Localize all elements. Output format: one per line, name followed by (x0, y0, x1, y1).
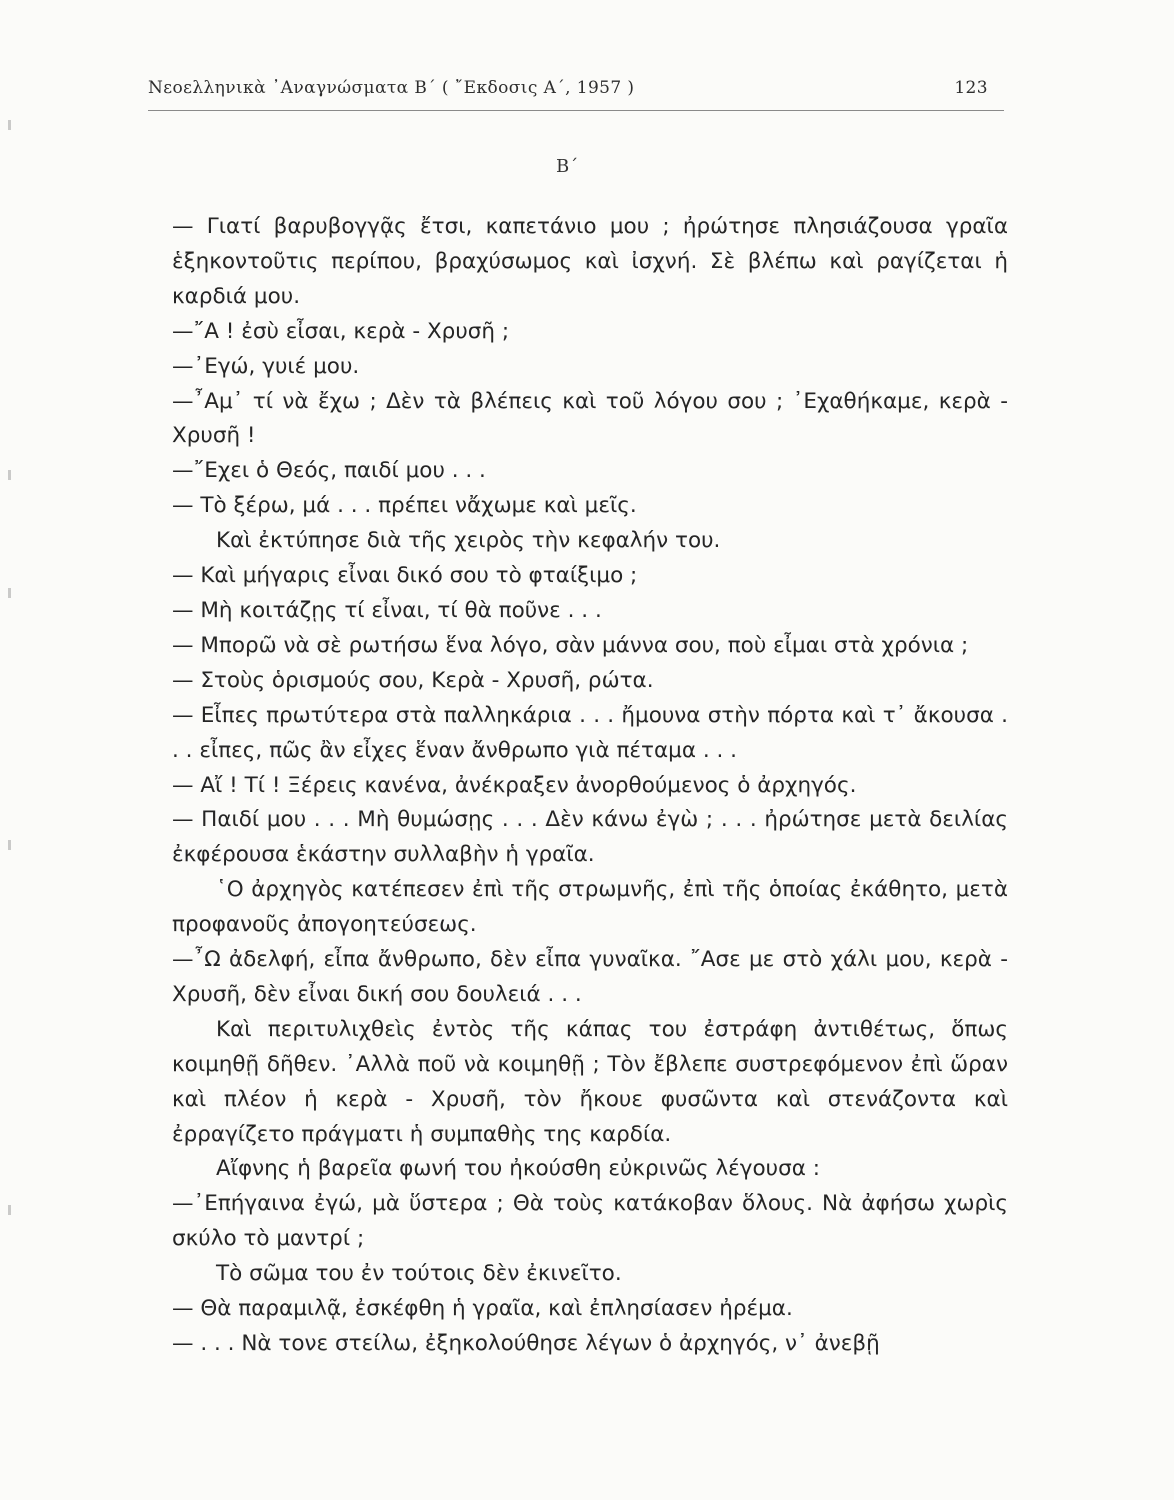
paragraph-11: — Στοὺς ὁρισμούς σου, Κερὰ - Χρυσῆ, ρώτα. (172, 667, 654, 693)
paragraph-15: ῾Ο ἀρχηγὸς κατέπεσεν ἐπὶ τῆς στρωμνῆς, ἐπὶ τῆς ὁποίας ἐκάθητο, μετὰ προφανοῦς ἀπογοητεύσεως. (172, 877, 1008, 938)
paragraph-22: — . . . Νὰ τονε στείλω, ἐξηκολούθησε λέγων ὁ ἀρχηγός, ν᾿ ἀνεβῇ (172, 1331, 880, 1356)
paragraph-14: — Παιδί μου . . . Μὴ θυμώσῃς . . . Δὲν κάνω ἐγὼ ; . . . ἠρώτησε μετὰ δειλίας ἐκφέρουσα ἑκάστην συλλαβὴν ἡ γραῖα. (172, 807, 1008, 868)
running-header (148, 72, 1006, 106)
margin-mark (8, 470, 11, 480)
header-title: Νεοελληνικὰ ᾿Αναγνώσματα Β΄ ( ῎Εκδοσις Α΄, 1957 ) (148, 78, 635, 98)
margin-mark (8, 120, 11, 130)
paragraph-9: — Μὴ κοιτάζῃς τί εἶναι, τί θὰ ποῦνε . . . (172, 597, 602, 623)
paragraph-16: —῏Ω ἀδελφή, εἶπα ἄνθρωπο, δὲν εἶπα γυναῖκα. ῎Ασε με στὸ χάλι μου, κερὰ - Χρυσῆ, δὲν εἶναι δική σου δουλειά . . . (172, 947, 1008, 1007)
paragraph-19: —᾿Επήγαινα ἐγώ, μὰ ὕστερα ; Θὰ τοὺς κατάκοβαν ὅλους. Νὰ ἀφήσω χωρὶς σκύλο τὸ μαντρί ; (172, 1191, 1008, 1252)
paragraph-17: Καὶ περιτυλιχθεὶς ἐντὸς τῆς κάπας του ἐστράφη ἀντιθέτως, ὅπως κοιμηθῇ δῆθεν. ᾿Αλλὰ ποῦ νὰ κοιμηθῇ ; Τὸν ἔβλεπε συστρεφόμενον ἐπὶ ὥραν καὶ πλέον ἡ κερὰ - Χρυσῆ, τὸν ἤκουε φυσῶντα καὶ στενάζοντα καὶ ἐρραγίζετο πράγματι ἡ συμπαθὴς της καρδία. (172, 1016, 1008, 1147)
paragraph-3: —᾿Εγώ, γυιέ μου. (172, 353, 360, 379)
paragraph-10: — Μπορῶ νὰ σὲ ρωτήσω ἕνα λόγο, σὰν μάννα σου, ποὺ εἶμαι στὰ χρόνια ; (172, 632, 969, 658)
paragraph-13: — Αἴ ! Τί ! Ξέρεις κανένα, ἀνέκραξεν ἀνορθούμενος ὁ ἀρχηγός. (172, 772, 857, 798)
paragraph-5: —῎Εχει ὁ Θεός, παιδί μου . . . (172, 458, 486, 484)
header-divider (148, 110, 1004, 111)
margin-mark (8, 588, 11, 598)
paragraph-6: — Τὸ ξέρω, μά . . . πρέπει νἄχωμε καὶ μεῖς. (172, 493, 637, 519)
margin-mark (8, 840, 11, 850)
paragraph-18: Αἴφνης ἡ βαρεῖα φωνή του ἠκούσθη εὐκρινῶς λέγουσα : (216, 1156, 820, 1182)
paragraph-20: Τὸ σῶμα του ἐν τούτοις δὲν ἐκινεῖτο. (216, 1261, 622, 1287)
paragraph-1: — Γιατί βαρυβογγᾷς ἔτσι, καπετάνιο μου ; ἠρώτησε πλησιάζουσα γραῖα ἑξηκοντοῦτις περίπου, βραχύσωμος καὶ ἰσχνή. Σὲ βλέπω καὶ ραγίζεται ἡ καρδιά μου. (172, 214, 1008, 309)
paragraph-12: — Εἶπες πρωτύτερα στὰ παλληκάρια . . . ἤμουνα στὴν πόρτα καὶ τ᾿ ἄκουσα . . . εἶπες, πῶς ἂν εἶχες ἕναν ἄνθρωπο γιὰ πέταμα . . . (172, 702, 1008, 763)
section-heading: Β΄ (556, 156, 579, 177)
margin-mark (8, 1205, 11, 1215)
paragraph-7: Καὶ ἐκτύπησε διὰ τῆς χειρὸς τὴν κεφαλήν του. (216, 528, 721, 554)
paragraph-21: — Θὰ παραμιλᾷ, ἐσκέφθη ἡ γραῖα, καὶ ἐπλησίασεν ἠρέμα. (172, 1296, 793, 1322)
paragraph-4: —῏Αμ᾿ τί νὰ ἔχω ; Δὲν τὰ βλέπεις καὶ τοῦ λόγου σου ; ᾿Εχαθήκαμε, κερὰ - Χρυσῆ ! (172, 388, 1008, 449)
page-number: 123 (954, 78, 988, 98)
body-text (172, 210, 1008, 1362)
paragraph-2: —῎Α ! ἐσὺ εἶσαι, κερὰ - Χρυσῆ ; (172, 318, 510, 344)
paragraph-8: — Καὶ μήγαρις εἶναι δικό σου τὸ φταίξιμο ; (172, 563, 638, 589)
